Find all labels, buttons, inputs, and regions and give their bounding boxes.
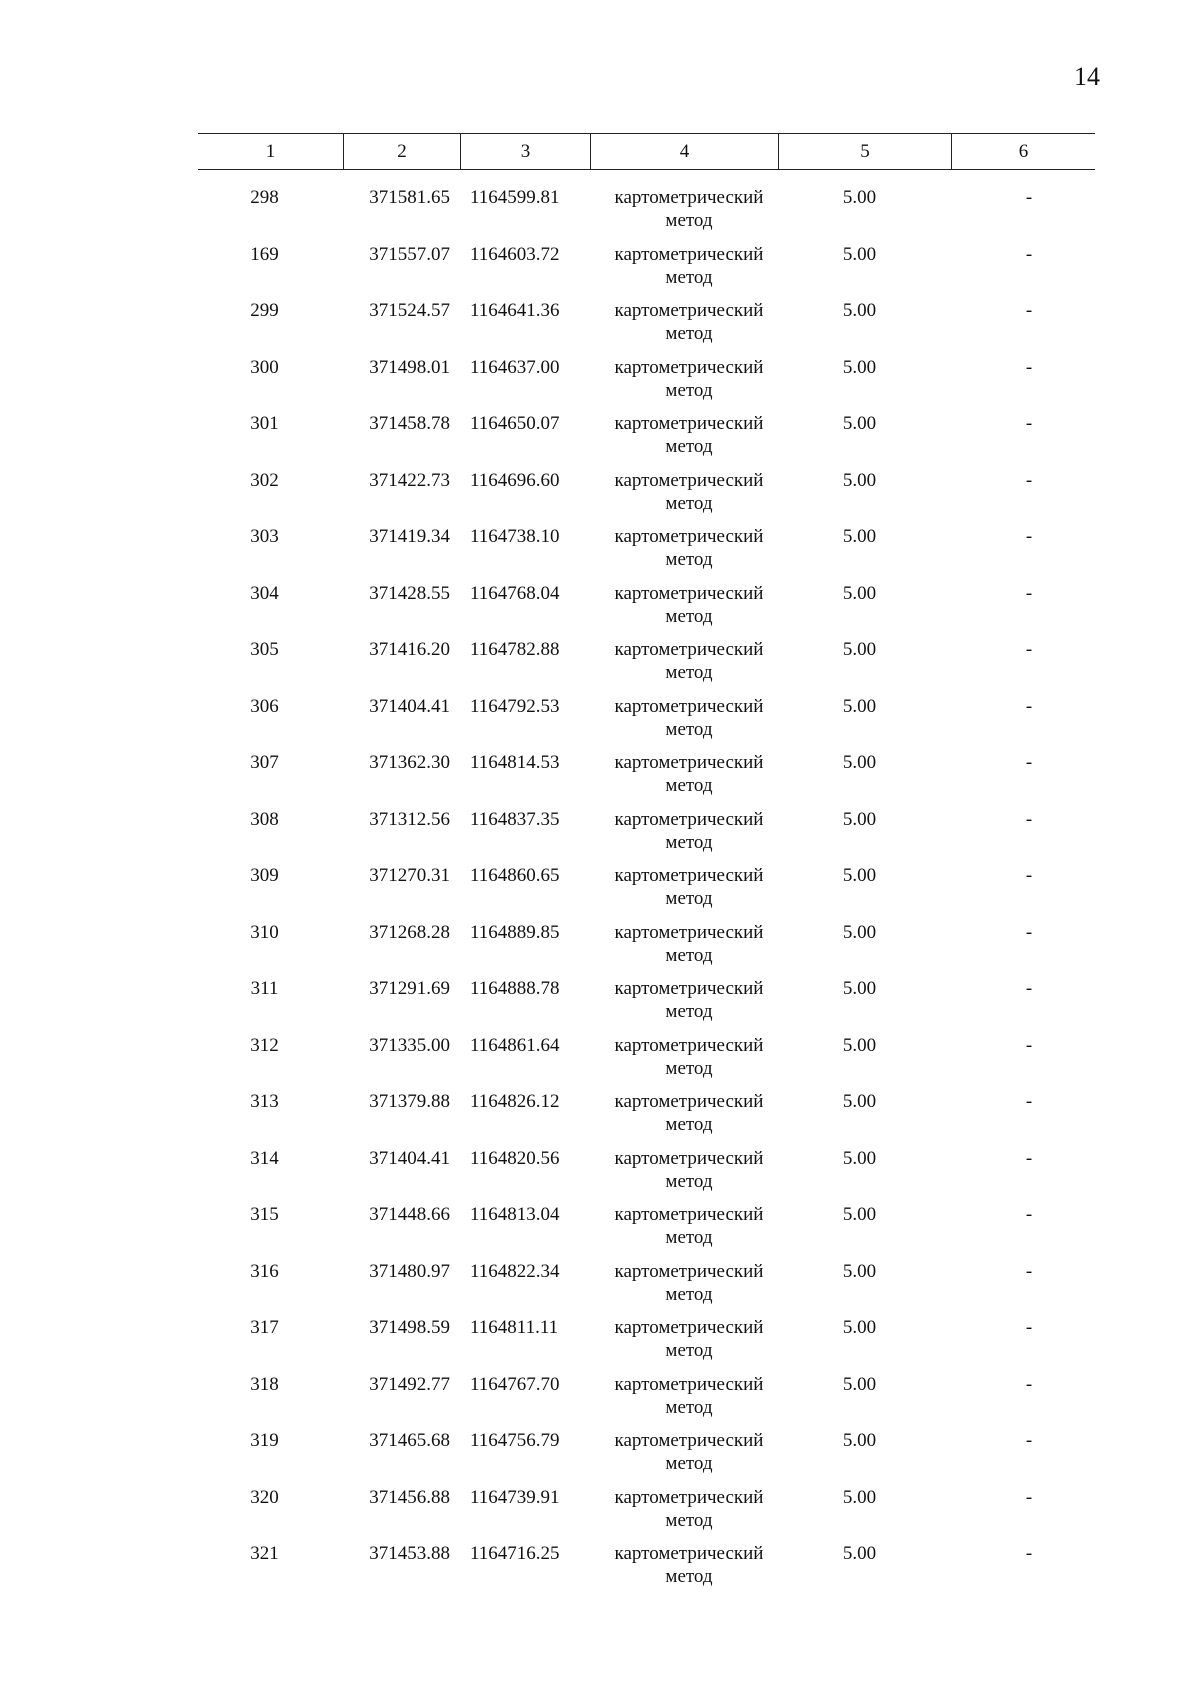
method-line-1: картометрический	[614, 1430, 764, 1451]
accuracy-cell: 5.00	[842, 695, 877, 717]
method-line-1: картометрический	[614, 1317, 764, 1338]
coordinates-table	[198, 133, 1095, 1599]
accuracy-cell: 5.00	[842, 1373, 877, 1395]
point-number-cell: 319	[250, 1430, 279, 1451]
method-line-2: метод	[665, 210, 713, 231]
point-number-cell: 302	[250, 469, 279, 491]
x-coordinate-cell: 371448.66	[369, 1204, 450, 1225]
column-header-2: 2	[343, 134, 460, 169]
accuracy-cell: 5.00	[842, 808, 877, 830]
table-row	[198, 412, 1095, 469]
point-number-cell: 306	[250, 695, 279, 717]
x-coordinate-cell: 371458.78	[369, 413, 450, 434]
method-cell	[590, 1034, 778, 1091]
table-body	[198, 170, 1095, 1599]
y-coordinate-cell: 1164739.91	[470, 1486, 560, 1508]
method-line-1: картометрический	[614, 752, 764, 773]
y-coordinate-cell: 1164603.72	[470, 243, 560, 265]
note-cell: -	[1025, 978, 1033, 999]
note-cell: -	[1025, 1260, 1033, 1282]
method-line-2: метод	[665, 662, 713, 683]
table-row	[198, 1316, 1095, 1373]
method-cell	[590, 1147, 778, 1204]
table-row	[198, 582, 1095, 639]
accuracy-cell: 5.00	[842, 356, 877, 378]
table-row	[198, 1147, 1095, 1204]
x-coordinate-cell: 371492.77	[369, 1373, 450, 1395]
method-line-2: метод	[665, 1566, 713, 1587]
note-cell: -	[1025, 1204, 1033, 1225]
method-line-1: картометрический	[614, 1204, 764, 1225]
note-cell: -	[1025, 526, 1033, 547]
method-line-2: метод	[665, 1509, 713, 1531]
y-coordinate-cell: 1164889.85	[470, 921, 560, 943]
method-cell	[590, 186, 778, 243]
method-line-2: метод	[665, 1170, 713, 1192]
accuracy-cell: 5.00	[842, 1204, 877, 1225]
table-row	[198, 469, 1095, 526]
table-row	[198, 977, 1095, 1034]
note-cell: -	[1025, 300, 1033, 321]
method-line-2: метод	[665, 605, 713, 627]
table-row	[198, 299, 1095, 356]
method-line-2: метод	[665, 1114, 713, 1135]
y-coordinate-cell: 1164792.53	[470, 695, 560, 717]
method-line-2: метод	[665, 1283, 713, 1305]
method-line-1: картометрический	[614, 865, 764, 886]
x-coordinate-cell: 371379.88	[369, 1091, 450, 1112]
x-coordinate-cell: 371416.20	[369, 639, 450, 660]
method-cell	[590, 1203, 778, 1260]
y-coordinate-cell: 1164696.60	[470, 469, 560, 491]
note-cell: -	[1025, 865, 1033, 886]
x-coordinate-cell: 371312.56	[369, 808, 450, 830]
accuracy-cell: 5.00	[842, 921, 877, 943]
y-coordinate-cell: 1164826.12	[470, 1091, 560, 1112]
point-number-cell: 309	[250, 865, 279, 886]
x-coordinate-cell: 371291.69	[369, 978, 450, 999]
note-cell: -	[1025, 1034, 1033, 1056]
method-line-1: картометрический	[614, 978, 764, 999]
method-line-2: метод	[665, 775, 713, 796]
point-number-cell: 312	[250, 1034, 279, 1056]
x-coordinate-cell: 371557.07	[369, 243, 450, 265]
table-row	[198, 1260, 1095, 1317]
point-number-cell: 314	[250, 1147, 279, 1169]
point-number-cell: 304	[250, 582, 279, 604]
method-line-1: картометрический	[614, 582, 764, 604]
method-cell	[590, 525, 778, 582]
method-line-2: метод	[665, 1001, 713, 1022]
point-number-cell: 305	[250, 639, 279, 660]
note-cell: -	[1025, 752, 1033, 773]
accuracy-cell: 5.00	[842, 1034, 877, 1056]
method-line-1: картометрический	[614, 808, 764, 830]
method-line-1: картометрический	[614, 1091, 764, 1112]
accuracy-cell: 5.00	[842, 469, 877, 491]
note-cell: -	[1025, 808, 1033, 830]
accuracy-cell: 5.00	[842, 526, 877, 547]
method-cell	[590, 1373, 778, 1430]
point-number-cell: 315	[250, 1204, 279, 1225]
method-line-1: картометрический	[614, 469, 764, 491]
x-coordinate-cell: 371480.97	[369, 1260, 450, 1282]
method-cell	[590, 808, 778, 865]
table-row	[198, 1203, 1095, 1260]
method-line-2: метод	[665, 1396, 713, 1418]
y-coordinate-cell: 1164599.81	[470, 187, 560, 208]
table-row	[198, 1542, 1095, 1599]
note-cell: -	[1025, 413, 1033, 434]
point-number-cell: 321	[250, 1543, 279, 1564]
point-number-cell: 301	[250, 413, 279, 434]
x-coordinate-cell: 371524.57	[369, 300, 450, 321]
table-row	[198, 186, 1095, 243]
method-line-2: метод	[665, 831, 713, 853]
point-number-cell: 300	[250, 356, 279, 378]
method-line-2: метод	[665, 1057, 713, 1079]
method-cell	[590, 1486, 778, 1543]
table-row	[198, 1373, 1095, 1430]
table-row	[198, 1486, 1095, 1543]
y-coordinate-cell: 1164767.70	[470, 1373, 560, 1395]
note-cell: -	[1025, 695, 1033, 717]
accuracy-cell: 5.00	[842, 865, 877, 886]
method-line-1: картометрический	[614, 639, 764, 660]
y-coordinate-cell: 1164641.36	[470, 300, 560, 321]
note-cell: -	[1025, 243, 1033, 265]
method-line-1: картометрический	[614, 356, 764, 378]
table-row	[198, 1429, 1095, 1486]
note-cell: -	[1025, 639, 1033, 660]
accuracy-cell: 5.00	[842, 1317, 877, 1338]
x-coordinate-cell: 371419.34	[369, 526, 450, 547]
note-cell: -	[1025, 469, 1033, 491]
accuracy-cell: 5.00	[842, 1430, 877, 1451]
method-line-2: метод	[665, 888, 713, 909]
y-coordinate-cell: 1164861.64	[470, 1034, 560, 1056]
note-cell: -	[1025, 921, 1033, 943]
point-number-cell: 308	[250, 808, 279, 830]
method-line-1: картометрический	[614, 1147, 764, 1169]
method-line-2: метод	[665, 379, 713, 401]
accuracy-cell: 5.00	[842, 639, 877, 660]
point-number-cell: 169	[250, 243, 279, 265]
method-line-1: картометрический	[614, 921, 764, 943]
accuracy-cell: 5.00	[842, 582, 877, 604]
y-coordinate-cell: 1164650.07	[470, 413, 560, 434]
method-cell	[590, 1316, 778, 1373]
method-line-1: картометрический	[614, 187, 764, 208]
method-cell	[590, 243, 778, 300]
y-coordinate-cell: 1164738.10	[470, 526, 560, 547]
accuracy-cell: 5.00	[842, 187, 877, 208]
method-line-2: метод	[665, 266, 713, 288]
accuracy-cell: 5.00	[842, 978, 877, 999]
table-row	[198, 1090, 1095, 1147]
note-cell: -	[1025, 1147, 1033, 1169]
y-coordinate-cell: 1164837.35	[470, 808, 560, 830]
method-cell	[590, 412, 778, 469]
note-cell: -	[1025, 1486, 1033, 1508]
accuracy-cell: 5.00	[842, 243, 877, 265]
method-cell	[590, 582, 778, 639]
method-cell	[590, 1542, 778, 1599]
note-cell: -	[1025, 582, 1033, 604]
y-coordinate-cell: 1164820.56	[470, 1147, 560, 1169]
method-line-2: метод	[665, 718, 713, 740]
point-number-cell: 303	[250, 526, 279, 547]
x-coordinate-cell: 371456.88	[369, 1486, 450, 1508]
table-row	[198, 1034, 1095, 1091]
note-cell: -	[1025, 1373, 1033, 1395]
x-coordinate-cell: 371465.68	[369, 1430, 450, 1451]
x-coordinate-cell: 371428.55	[369, 582, 450, 604]
method-line-1: картометрический	[614, 526, 764, 547]
method-cell	[590, 921, 778, 978]
table-row	[198, 921, 1095, 978]
x-coordinate-cell: 371268.28	[369, 921, 450, 943]
note-cell: -	[1025, 1430, 1033, 1451]
method-line-2: метод	[665, 1453, 713, 1474]
method-cell	[590, 356, 778, 413]
method-cell	[590, 977, 778, 1034]
y-coordinate-cell: 1164756.79	[470, 1430, 560, 1451]
point-number-cell: 298	[250, 187, 279, 208]
note-cell: -	[1025, 1091, 1033, 1112]
x-coordinate-cell: 371498.01	[369, 356, 450, 378]
page-number: 14	[1074, 62, 1100, 91]
note-cell: -	[1025, 187, 1033, 208]
column-header-5: 5	[778, 134, 951, 169]
method-line-1: картометрический	[614, 1486, 764, 1508]
y-coordinate-cell: 1164716.25	[470, 1543, 560, 1564]
note-cell: -	[1025, 356, 1033, 378]
table-row	[198, 808, 1095, 865]
method-line-1: картометрический	[614, 1034, 764, 1056]
table-row	[198, 864, 1095, 921]
method-line-2: метод	[665, 549, 713, 570]
accuracy-cell: 5.00	[842, 300, 877, 321]
x-coordinate-cell: 371498.59	[369, 1317, 450, 1338]
table-row	[198, 751, 1095, 808]
point-number-cell: 318	[250, 1373, 279, 1395]
x-coordinate-cell: 371270.31	[369, 865, 450, 886]
accuracy-cell: 5.00	[842, 1486, 877, 1508]
method-cell	[590, 751, 778, 808]
x-coordinate-cell: 371581.65	[369, 187, 450, 208]
method-line-1: картометрический	[614, 300, 764, 321]
point-number-cell: 299	[250, 300, 279, 321]
accuracy-cell: 5.00	[842, 1091, 877, 1112]
y-coordinate-cell: 1164813.04	[470, 1204, 560, 1225]
table-row	[198, 525, 1095, 582]
method-line-2: метод	[665, 944, 713, 966]
method-cell	[590, 638, 778, 695]
method-line-1: картометрический	[614, 1373, 764, 1395]
x-coordinate-cell: 371422.73	[369, 469, 450, 491]
x-coordinate-cell: 371453.88	[369, 1543, 450, 1564]
y-coordinate-cell: 1164782.88	[470, 639, 560, 660]
y-coordinate-cell: 1164768.04	[470, 582, 560, 604]
accuracy-cell: 5.00	[842, 1543, 877, 1564]
column-header-4: 4	[590, 134, 778, 169]
method-line-2: метод	[665, 1227, 713, 1248]
point-number-cell: 316	[250, 1260, 279, 1282]
accuracy-cell: 5.00	[842, 1147, 877, 1169]
method-cell	[590, 1260, 778, 1317]
table-row	[198, 638, 1095, 695]
x-coordinate-cell: 371404.41	[369, 695, 450, 717]
method-cell	[590, 1090, 778, 1147]
table-header-row	[198, 133, 1095, 170]
point-number-cell: 320	[250, 1486, 279, 1508]
x-coordinate-cell: 371335.00	[369, 1034, 450, 1056]
accuracy-cell: 5.00	[842, 752, 877, 773]
point-number-cell: 313	[250, 1091, 279, 1112]
method-line-1: картометрический	[614, 1543, 764, 1564]
y-coordinate-cell: 1164637.00	[470, 356, 560, 378]
accuracy-cell: 5.00	[842, 1260, 877, 1282]
x-coordinate-cell: 371362.30	[369, 752, 450, 773]
point-number-cell: 307	[250, 752, 279, 773]
note-cell: -	[1025, 1317, 1033, 1338]
method-line-1: картометрический	[614, 413, 764, 434]
y-coordinate-cell: 1164814.53	[470, 752, 560, 773]
table-row	[198, 243, 1095, 300]
method-line-1: картометрический	[614, 243, 764, 265]
method-cell	[590, 469, 778, 526]
method-line-1: картометрический	[614, 695, 764, 717]
method-cell	[590, 864, 778, 921]
y-coordinate-cell: 1164811.11	[470, 1317, 559, 1338]
y-coordinate-cell: 1164822.34	[470, 1260, 560, 1282]
note-cell: -	[1025, 1543, 1033, 1564]
point-number-cell: 311	[250, 978, 279, 999]
column-header-1: 1	[265, 140, 276, 162]
y-coordinate-cell: 1164860.65	[470, 865, 560, 886]
method-line-2: метод	[665, 323, 713, 344]
column-header-3: 3	[460, 134, 590, 169]
method-line-1: картометрический	[614, 1260, 764, 1282]
table-row	[198, 356, 1095, 413]
accuracy-cell: 5.00	[842, 413, 877, 434]
point-number-cell: 317	[250, 1317, 279, 1338]
method-line-2: метод	[665, 492, 713, 514]
method-line-2: метод	[665, 1340, 713, 1361]
y-coordinate-cell: 1164888.78	[470, 978, 560, 999]
method-cell	[590, 695, 778, 752]
method-cell	[590, 1429, 778, 1486]
column-header-6: 6	[951, 134, 1095, 169]
method-cell	[590, 299, 778, 356]
method-line-2: метод	[665, 436, 713, 457]
x-coordinate-cell: 371404.41	[369, 1147, 450, 1169]
point-number-cell: 310	[250, 921, 279, 943]
table-row	[198, 695, 1095, 752]
